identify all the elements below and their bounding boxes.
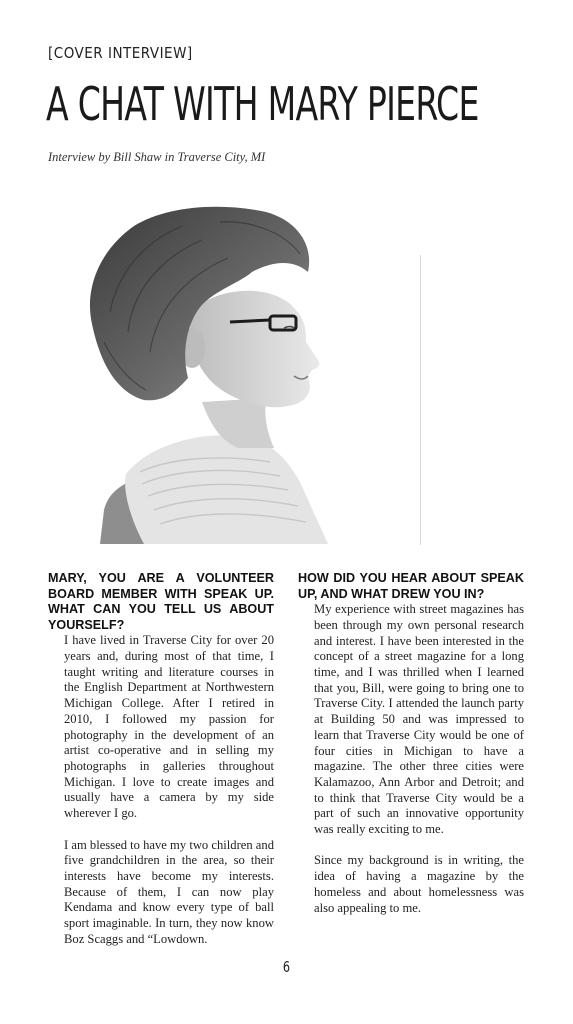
article-title: A CHAT WITH MARY PIERCE	[46, 77, 479, 131]
sweater-shape	[125, 435, 328, 544]
answer-paragraph: I have lived in Traverse City for over 20 years and, during most of that time, I taught writing and literature courses in the English Department at Northwestern Michigan College. After I retired in 2010, I followed my passion for photography in the development of an artist co-operative and in selling my photographs in galleries throughout Michigan. I love to create images and usually have a camera by my side wherever I go.	[64, 633, 274, 821]
right-column	[298, 571, 524, 932]
page-number: 6	[282, 958, 291, 976]
answer-paragraph: My experience with street magazines has been through my own personal research and interest. I have been interested in the concept of a street magazine for a long time, and I was thrilled when I learned that you, Bill, were going to bring one to Traverse City. I attended the launch party at Building 50 and was impressed to learn that Traverse City would be one of four cities in Michigan to have a magazine. The other three cities were Kalamazoo, Ann Arbor and Detroit; and to think that Traverse City would be a part of such an innovative opportunity was really exciting to me.	[314, 602, 524, 837]
answer-paragraph: Since my background is in writing, the idea of having a magazine by the homeless and about homelessness was also appealing to me.	[314, 853, 524, 915]
portrait-photo	[70, 192, 420, 544]
interview-question: MARY, YOU ARE A VOLUNTEER BOARD MEMBER WITH SPEAK UP. WHAT CAN YOU TELL US ABOUT YOURSELF?	[48, 571, 274, 632]
face-shape	[190, 291, 319, 408]
byline: Interview by Bill Shaw in Traverse City, MI	[48, 150, 266, 164]
left-column	[48, 571, 274, 963]
photo-edge-line	[420, 255, 421, 545]
answer-paragraph: I am blessed to have my two children and five grandchildren in the area, so their interests have become my interests. Because of them, I can now play Kendama and know every type of ball sport imaginable. In turn, they now know Boz Scaggs and “Lowdown.	[64, 837, 274, 946]
section-kicker: [COVER INTERVIEW]	[48, 44, 193, 62]
interview-question: HOW DID YOU HEAR ABOUT SPEAK UP, AND WHAT DREW YOU IN?	[298, 571, 524, 601]
